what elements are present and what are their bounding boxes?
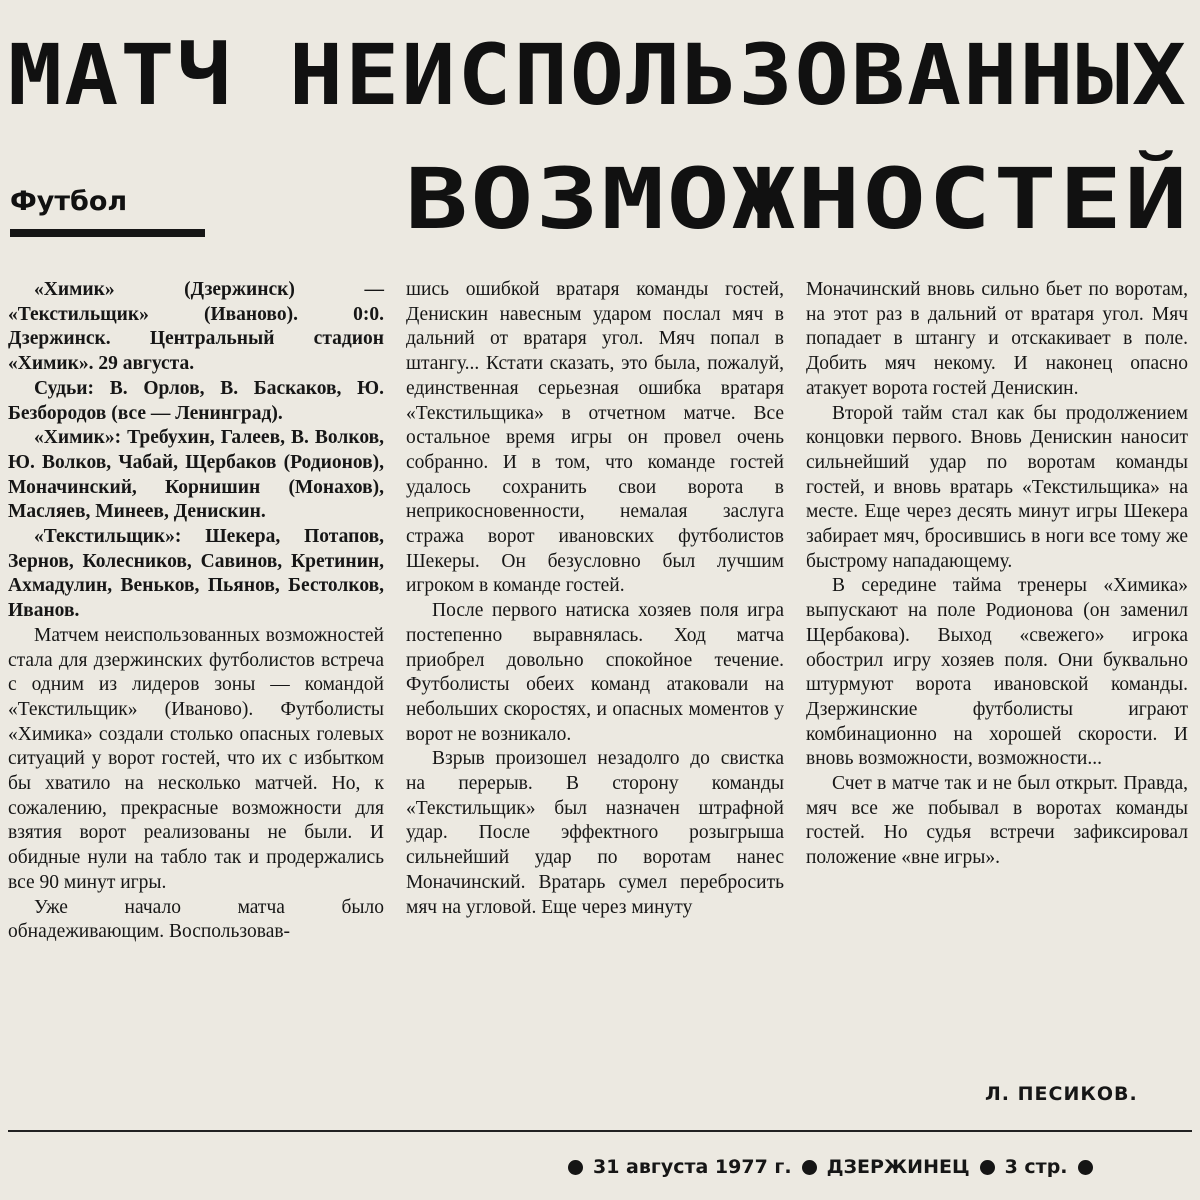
article-column-3 [806,278,1188,871]
bullet-dot [802,1160,817,1175]
article-paragraph: Второй тайм стал как бы продолжением концовки первого. Вновь Денискин наносит сильнейший удар по воротам команды гостей, и вновь вратарь «Текстильщика» на месте. Еще через десять минут игры Шекера забирает мяч, бросившись в ноги все тому же быстрому нападающему. [806,402,1188,572]
section-label: Футбол [10,186,128,217]
article-paragraph: В середине тайма тренеры «Химика» выпускают на поле Родионова (он заменил Щербакова). Выход «свежего» игрока обострил игру хозяев поля. Они буквально штурмуют ворота ивановской команды. Дзержинские футболисты играют комбинационно на хорошей скорости. И вновь возможности, возможности... [806,575,1188,770]
headline-line-1: МАТЧ НЕИСПОЛЬЗОВАННЫХ [8,26,1189,124]
article-paragraph: Моначинский вновь сильно бьет по воротам, на этот раз в дальний от вратаря угол. Мяч попадает в штангу и отскакивает в поле. Добить мяч некому. И наконец опасно атакует ворота гостей Денискин. [806,279,1188,399]
bullet-dot [980,1160,995,1175]
article-paragraph: Уже начало матча было обнадеживающим. Воспользовав- [8,896,384,943]
section-rule [10,229,205,237]
issue-date: 31 августа 1977 г. [593,1156,792,1178]
lineup-tekstilshchik: «Текстильщик»: Шекера, Потапов, Зернов, Колесников, Савинов, Кретинин, Ахмадулин, Веньков, Пьянов, Бестолков, Иванов. [8,526,384,622]
article-column-2 [406,278,784,920]
match-referees: Судьи: В. Орлов, В. Баскаков, Ю. Безбородов (все — Ленинград). [8,377,384,424]
article-column-1 [8,278,384,945]
article-paragraph: шись ошибкой вратаря команды гостей, Денискин навесным ударом послал мяч в дальний от вратаря угол. Мяч попал в штангу... Кстати сказать, это была, пожалуй, единственная серьезная ошибка вратаря «Текстильщика» в отчетном матче. Все остальное время игры он провел очень собранно. И в том, что команде гостей удалось сохранить свои ворота в неприкосновенности, немалая заслуга стража ворот ивановских футболистов Шекеры. Он безусловно был лучшим игроком в команде гостей. [406,279,784,597]
bullet-dot [1078,1160,1093,1175]
bullet-dot [568,1160,583,1175]
match-result: «Химик» (Дзержинск) — «Текстильщик» (Иваново). 0:0. Дзержинск. Центральный стадион «Химик». 29 августа. [8,279,384,375]
author-signature: Л. ПЕСИКОВ. [985,1083,1138,1105]
page-footer [568,1156,1194,1178]
headline-line-2: ВОЗМОЖНОСТЕЙ [405,150,1190,248]
article-paragraph: Взрыв произошел незадолго до свистка на перерыв. В сторону команды «Текстильщик» был назначен штрафной удар. После эффектного розыгрыша сильнейший удар по воротам нанес Моначинский. Вратарь сумел перебросить мяч на угловой. Еще через минуту [406,748,784,918]
article-paragraph: После первого натиска хозяев поля игра постепенно выравнялась. Ход матча приобрел довольно спокойное течение. Футболисты обеих команд атаковали на небольших скоростях, и опасных моментов у ворот не возникало. [406,600,784,745]
footer-rule [8,1130,1192,1132]
page-number: 3 стр. [1004,1156,1068,1178]
newspaper-name: ДЗЕРЖИНЕЦ [826,1156,970,1178]
match-lineup-block [8,278,384,624]
article-paragraph: Матчем неиспользованных возможностей стала для дзержинских футболистов встреча с одним из лидеров зоны — командой «Текстильщик» (Иваново). Футболисты «Химика» создали столько опасных голевых ситуаций у ворот гостей, что их с избытком бы хватило на несколько матчей. Но, к сожалению, прекрасные возможности для взятия ворот реализованы не были. И обидные нули на табло так и продержались все 90 минут игры. [8,624,384,893]
article-paragraph: Счет в матче так и не был открыт. Правда, мяч все же побывал в воротах команды гостей. Но судья встречи зафиксировал положение «вне игры». [806,773,1188,869]
lineup-khimik: «Химик»: Требухин, Галеев, В. Волков, Ю. Волков, Чабай, Щербаков (Родионов), Моначинский, Корнишин (Монахов), Масляев, Минеев, Денискин. [8,427,384,523]
